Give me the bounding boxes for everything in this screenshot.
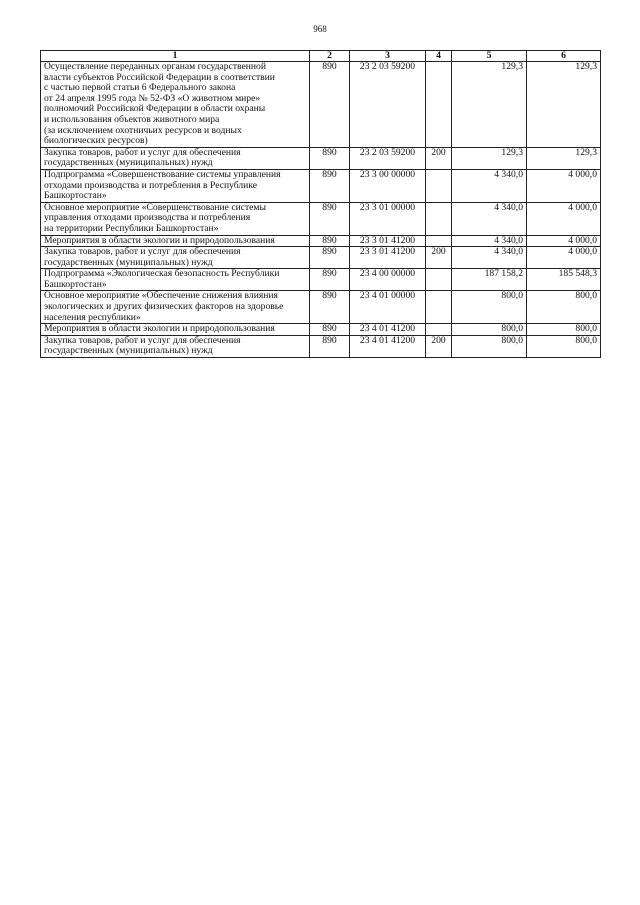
ministry-code-cell: 890	[310, 202, 350, 235]
target-article-cell: 23 4 01 00000	[350, 291, 426, 324]
amount-year1-cell: 800,0	[452, 335, 527, 357]
row-name-line: на территории Республики Башкортостан»	[44, 222, 219, 234]
amount-year1-cell: 4 340,0	[452, 202, 527, 235]
table-row	[41, 324, 601, 336]
amount-year1-cell: 800,0	[452, 324, 527, 336]
row-name-line: государственных (муниципальных) нужд	[44, 345, 213, 357]
column-header: 5	[452, 51, 527, 62]
row-name-line: государственных (муниципальных) нужд	[44, 256, 213, 268]
ministry-code-cell: 890	[310, 62, 350, 148]
target-article-cell: 23 4 00 00000	[350, 269, 426, 291]
ministry-code-cell: 890	[310, 335, 350, 357]
row-name-cell	[41, 324, 310, 336]
target-article-cell: 23 2 03 59200	[350, 147, 426, 169]
row-name-line: управления отходами производства и потребления	[44, 212, 251, 224]
expense-type-cell	[426, 202, 452, 235]
expense-type-cell: 200	[426, 247, 452, 269]
table-body	[41, 62, 601, 358]
row-name-cell	[41, 169, 310, 202]
table-row	[41, 247, 601, 269]
row-name-cell	[41, 247, 310, 269]
target-article-cell: 23 4 01 41200	[350, 324, 426, 336]
target-article-cell: 23 3 01 41200	[350, 235, 426, 247]
amount-year2-cell: 129,3	[527, 147, 601, 169]
target-article-cell: 23 2 03 59200	[350, 62, 426, 148]
target-article-cell: 23 4 01 41200	[350, 335, 426, 357]
amount-year2-cell: 129,3	[527, 62, 601, 148]
column-header: 6	[527, 51, 601, 62]
row-name-line: власти субъектов Российской Федерации в соответствии	[44, 71, 275, 83]
row-name-line: Закупка товаров, работ и услуг для обеспечения	[44, 334, 241, 346]
row-name-line: биологических ресурсов)	[44, 135, 148, 147]
ministry-code-cell: 890	[310, 247, 350, 269]
amount-year2-cell: 4 000,0	[527, 202, 601, 235]
table-row	[41, 291, 601, 324]
row-name-cell	[41, 62, 310, 148]
table-row	[41, 147, 601, 169]
amount-year2-cell: 4 000,0	[527, 169, 601, 202]
table-row	[41, 235, 601, 247]
expense-type-cell: 200	[426, 147, 452, 169]
row-name-cell	[41, 269, 310, 291]
row-name-cell	[41, 147, 310, 169]
table-row	[41, 335, 601, 357]
row-name-line: полномочий Российской Федерации в области охраны	[44, 103, 266, 115]
row-name-cell	[41, 291, 310, 324]
amount-year1-cell: 129,3	[452, 62, 527, 148]
column-header: 3	[350, 51, 426, 62]
table-header-row	[41, 51, 601, 62]
table-row	[41, 169, 601, 202]
row-name-line: Мероприятия в области экологии и природопользования	[44, 234, 275, 246]
ministry-code-cell: 890	[310, 147, 350, 169]
row-name-line: Мероприятия в области экологии и природопользования	[44, 323, 275, 335]
amount-year2-cell: 185 548,3	[527, 269, 601, 291]
row-name-line: Осуществление переданных органам государственной	[44, 61, 266, 72]
row-name-cell	[41, 235, 310, 247]
target-article-cell: 23 3 01 41200	[350, 247, 426, 269]
ministry-code-cell: 890	[310, 269, 350, 291]
target-article-cell: 23 3 01 00000	[350, 202, 426, 235]
amount-year2-cell: 4 000,0	[527, 235, 601, 247]
table-row	[41, 62, 601, 148]
amount-year2-cell: 800,0	[527, 324, 601, 336]
row-name-cell	[41, 335, 310, 357]
expense-type-cell	[426, 269, 452, 291]
target-article-cell: 23 3 00 00000	[350, 169, 426, 202]
row-name-line: Подпрограмма «Совершенствование системы управления	[44, 168, 281, 180]
expense-type-cell	[426, 291, 452, 324]
row-name-line: и использования объектов животного мира	[44, 113, 220, 125]
row-name-line: Подпрограмма «Экологическая безопасность Республики	[44, 268, 280, 280]
row-name-line: государственных (муниципальных) нужд	[44, 157, 213, 169]
amount-year1-cell: 4 340,0	[452, 169, 527, 202]
row-name-line: Закупка товаров, работ и услуг для обеспечения	[44, 246, 241, 258]
amount-year1-cell: 129,3	[452, 147, 527, 169]
row-name-line: Основное мероприятие «Обеспечение снижения влияния	[44, 290, 278, 302]
ministry-code-cell: 890	[310, 235, 350, 247]
expense-type-cell: 200	[426, 335, 452, 357]
ministry-code-cell: 890	[310, 169, 350, 202]
row-name-line: Основное мероприятие «Совершенствование системы	[44, 201, 266, 213]
expense-type-cell	[426, 62, 452, 148]
amount-year2-cell: 4 000,0	[527, 247, 601, 269]
ministry-code-cell: 890	[310, 324, 350, 336]
expense-type-cell	[426, 169, 452, 202]
row-name-line: населения республики»	[44, 311, 141, 323]
page-number: 968	[313, 24, 327, 34]
table-row	[41, 269, 601, 291]
row-name-line: от 24 апреля 1995 года № 52-ФЗ «О животном мире»	[44, 92, 261, 104]
table-row	[41, 202, 601, 235]
row-name-line: отходами производства и потребления в Республике	[44, 179, 257, 191]
row-name-line: Закупка товаров, работ и услуг для обеспечения	[44, 146, 241, 158]
expense-type-cell	[426, 235, 452, 247]
row-name-cell	[41, 202, 310, 235]
budget-table	[40, 50, 601, 358]
column-header: 4	[426, 51, 452, 62]
column-header: 2	[310, 51, 350, 62]
amount-year1-cell: 4 340,0	[452, 235, 527, 247]
row-name-line: (за исключением охотничьих ресурсов и водных	[44, 124, 242, 136]
amount-year1-cell: 187 158,2	[452, 269, 527, 291]
amount-year1-cell: 800,0	[452, 291, 527, 324]
amount-year1-cell: 4 340,0	[452, 247, 527, 269]
amount-year2-cell: 800,0	[527, 335, 601, 357]
row-name-line: экологических и других физических факторов на здоровье	[44, 301, 284, 313]
expense-type-cell	[426, 324, 452, 336]
ministry-code-cell: 890	[310, 291, 350, 324]
row-name-line: Башкортостан»	[44, 190, 107, 202]
amount-year2-cell: 800,0	[527, 291, 601, 324]
row-name-line: Башкортостан»	[44, 278, 107, 290]
column-header: 1	[41, 51, 310, 62]
row-name-line: с частью первой статьи 6 Федерального закона	[44, 82, 236, 94]
